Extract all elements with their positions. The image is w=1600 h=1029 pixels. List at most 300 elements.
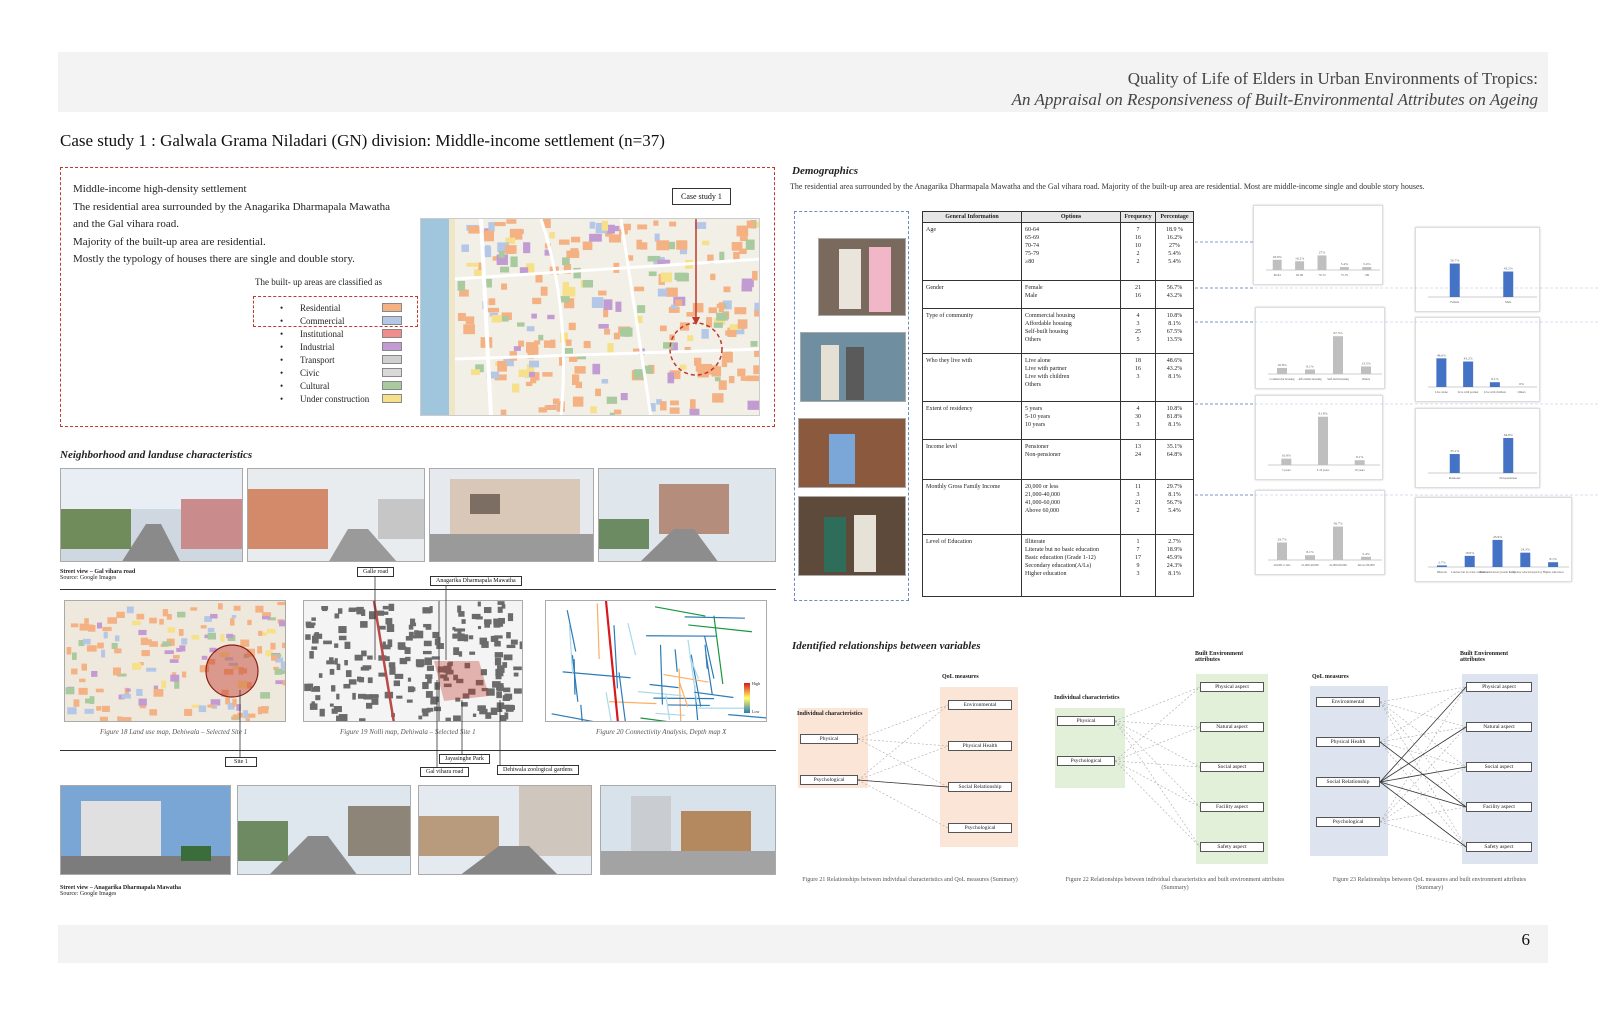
freq-value: 30 <box>1135 414 1141 420</box>
chart-bar <box>1362 267 1371 270</box>
pct-value: 56.7% <box>1166 285 1183 291</box>
cell-freq <box>1121 223 1156 281</box>
elder-photo <box>798 418 906 488</box>
node-social-relationship: Social Relationship <box>948 782 1012 792</box>
legend-item <box>280 379 402 392</box>
col-header: Options <box>1022 212 1121 223</box>
bar-value-label: 48.6% <box>1436 353 1446 358</box>
chart-bar <box>1277 368 1287 374</box>
cell-freq <box>1121 535 1156 597</box>
category-label: 75-79 <box>1340 273 1348 277</box>
legend-item <box>280 366 402 379</box>
row-label: Extent of residency <box>923 402 1022 440</box>
category-label: 70-74 <box>1318 273 1326 277</box>
options-value: Live alone <box>1025 358 1051 364</box>
street-photo <box>60 468 243 562</box>
bullet: • <box>280 380 284 391</box>
pct-value: 35.1% <box>1166 444 1183 450</box>
row-label: Type of community <box>923 309 1022 354</box>
node-social-aspect: Social aspect <box>1200 762 1264 772</box>
legend-low: Low <box>752 709 760 714</box>
chart-bar <box>1281 459 1291 465</box>
options-value: Female <box>1025 285 1043 291</box>
category-label: 21,000-40,000 <box>1301 563 1319 567</box>
cell-pct <box>1156 402 1194 440</box>
category-label: Non-pensioner <box>1499 476 1518 480</box>
street-photo <box>598 468 776 562</box>
bar-value-label: 8.1% <box>1491 377 1499 382</box>
fig21-links <box>858 700 950 840</box>
freq-value: 2 <box>1136 508 1140 514</box>
classification-title: The built- up areas are classified as <box>255 277 382 287</box>
options-value: Self-built housing <box>1025 329 1069 335</box>
node-facility-aspect: Facility aspect <box>1200 802 1264 812</box>
legend-label: Transport <box>300 354 335 365</box>
bar-value-label: 81.8% <box>1318 411 1328 416</box>
cell-options <box>1022 535 1121 597</box>
chart-bar <box>1340 267 1349 270</box>
row-label: Level of Education <box>923 535 1022 597</box>
page-number: 6 <box>1521 930 1530 949</box>
node-psychological-qol-2: Psychological <box>1316 817 1380 827</box>
pct-value: 5.4% <box>1168 251 1181 257</box>
chart-bar <box>1277 542 1287 560</box>
bar-value-label: 18.9% <box>1465 550 1475 555</box>
bar-value-label: 8.1% <box>1549 557 1557 562</box>
legend-label: Institutional <box>300 328 344 339</box>
freq-value: 1 <box>1136 539 1140 545</box>
chart-bar <box>1548 562 1558 567</box>
cell-pct <box>1156 309 1194 354</box>
legend-label: Residential <box>300 302 341 313</box>
chart-bar <box>1305 555 1315 560</box>
legend-swatch <box>382 381 402 390</box>
bar-value-label: 64.8% <box>1503 433 1513 438</box>
col-header: General Information <box>923 212 1022 223</box>
individual-characteristics-label: Individual characteristics <box>797 711 863 717</box>
category-label: Secondary education(A/Ls) <box>1508 570 1542 574</box>
legend-label: Civic <box>300 367 320 378</box>
figure-19-caption: Figure 19 Nolli map, Dehiwala – Selected Site 1 <box>340 728 476 736</box>
pct-value: 10.8% <box>1166 406 1183 412</box>
pct-value: 43.2% <box>1166 293 1183 299</box>
pct-value: 16.2% <box>1166 235 1183 241</box>
table-row <box>923 223 1194 281</box>
figure-22-caption: Figure 22 Relationships between individual characteristics and built environment attributes (Summary) <box>1065 877 1285 891</box>
cell-freq <box>1121 440 1156 480</box>
pct-value: 67.5% <box>1166 329 1183 335</box>
legend-label: Under construction <box>300 393 370 404</box>
pct-value: 24.3% <box>1166 563 1183 569</box>
divider <box>60 589 776 590</box>
bullet: • <box>280 315 284 326</box>
category-label: 20,000 or less <box>1273 563 1291 567</box>
street-photo <box>60 785 231 875</box>
label-gal-vihara-road: Gal vihara road <box>420 767 469 777</box>
legend-swatch <box>382 303 402 312</box>
options-value: Affordable housing <box>1025 321 1072 327</box>
options-value: 70-74 <box>1025 243 1039 249</box>
street-view-caption-1 <box>60 569 135 581</box>
node-social-relationship-2: Social Relationship <box>1316 777 1380 787</box>
cell-pct <box>1156 354 1194 402</box>
elder-photo <box>818 238 906 316</box>
options-value: ≥80 <box>1025 259 1035 265</box>
freq-value: 16 <box>1135 293 1141 299</box>
chart-svg <box>1256 308 1386 390</box>
divider <box>60 750 776 751</box>
chart-bar <box>1361 557 1371 560</box>
desc-line: Mostly the typology of houses there are single and double story. <box>73 253 355 265</box>
freq-value: 2 <box>1136 259 1140 265</box>
category-label: Commercial housing <box>1269 377 1295 381</box>
pct-value: 18.9% <box>1166 547 1183 553</box>
pct-value: 64.8% <box>1166 452 1183 458</box>
cell-options <box>1022 402 1121 440</box>
freq-value: 3 <box>1136 571 1140 577</box>
chart-bar <box>1490 382 1500 387</box>
category-label: Others <box>1362 377 1370 381</box>
demographic-chart <box>1415 497 1572 582</box>
freq-value: 24 <box>1135 452 1141 458</box>
cell-options <box>1022 480 1121 535</box>
node-environmental: Environmental <box>948 700 1012 710</box>
fig22-links <box>1115 680 1201 855</box>
bar-value-label: 56.7% <box>1333 521 1343 526</box>
category-label: Female <box>1450 300 1460 304</box>
cell-pct <box>1156 440 1194 480</box>
street-photo <box>600 785 776 875</box>
qol-measures-label-2: QoL measures <box>1312 674 1349 680</box>
bullet: • <box>280 341 284 352</box>
row-label: Income level <box>923 440 1022 480</box>
bar-value-label: 16.2% <box>1295 256 1305 261</box>
pct-value: 2.7% <box>1168 539 1181 545</box>
table-row <box>923 281 1194 309</box>
options-value: Commercial housing <box>1025 313 1076 319</box>
demographic-chart <box>1415 227 1540 312</box>
options-value: Pensioner <box>1025 444 1049 450</box>
bar-value-label: 45.9% <box>1492 534 1503 539</box>
label-jayasinghe-park: Jayasinghe Park <box>439 754 490 764</box>
bullet: • <box>280 302 284 313</box>
individual-characteristics-label-2: Individual characteristics <box>1054 695 1120 701</box>
node-psychological-qol: Psychological <box>948 823 1012 833</box>
category-label: 41,000-60,000 <box>1329 563 1347 567</box>
fig23-links <box>1380 680 1468 855</box>
options-value: 5-10 years <box>1025 414 1051 420</box>
node-psychological-2: Psychological <box>1057 756 1115 766</box>
demographic-chart <box>1253 205 1383 285</box>
general-info-table-wrap <box>922 211 1194 597</box>
label-galle-road: Galle road <box>357 567 394 577</box>
land-use-map <box>420 218 760 416</box>
freq-value: 10 <box>1135 243 1141 249</box>
pct-value: 45.9% <box>1166 555 1183 561</box>
relationships-title: Identified relationships between variables <box>792 640 981 652</box>
freq-value: 21 <box>1135 285 1141 291</box>
legend-item <box>280 392 402 405</box>
cell-pct <box>1156 480 1194 535</box>
pct-value: 5.4% <box>1168 508 1181 514</box>
bar-value-label: 5.4% <box>1363 262 1371 267</box>
chart-svg <box>1256 491 1386 576</box>
legend-high: High <box>752 681 760 686</box>
caption-title: Street view – Anagarika Dharmapala Mawatha <box>60 885 182 891</box>
category-label: 60-64 <box>1273 273 1281 277</box>
chart-bar <box>1273 260 1282 270</box>
bullet: • <box>280 328 284 339</box>
options-value: Literate but no basic education <box>1025 547 1099 553</box>
category-label: Above 60,000 <box>1357 563 1375 567</box>
case-study-callout: Case study 1 <box>672 188 731 205</box>
pct-value: 8.1% <box>1168 492 1181 498</box>
legend-swatch <box>382 368 402 377</box>
bar-value-label: 67.5% <box>1333 331 1343 336</box>
options-value: Secondary education(A/Ls) <box>1025 563 1092 569</box>
freq-value: 4 <box>1136 313 1140 319</box>
chart-bar <box>1493 540 1503 567</box>
bar-value-label: 35.1% <box>1450 449 1460 454</box>
pct-value: 48.6% <box>1166 358 1183 364</box>
freq-value: 3 <box>1136 374 1140 380</box>
options-value: Male <box>1025 293 1038 299</box>
nolli-map <box>303 600 523 722</box>
category-label: Live with children <box>1483 390 1506 394</box>
caption-source: Source: Google Images <box>60 891 117 897</box>
legend-swatch <box>382 329 402 338</box>
cell-options <box>1022 354 1121 402</box>
freq-value: 7 <box>1136 547 1140 553</box>
options-value: Basic education (Grade 1-12) <box>1025 555 1096 561</box>
node-environmental-2: Environmental <box>1316 697 1380 707</box>
street-photo <box>429 468 594 562</box>
category-label: Literate but no basic education <box>1451 570 1489 574</box>
built-env-label: Built Environment attributes <box>1195 651 1244 663</box>
neighborhood-title: Neighborhood and landuse characteristics <box>60 449 253 461</box>
node-physical: Physical <box>800 734 858 744</box>
options-value: Above 60,000 <box>1025 508 1059 514</box>
table-row <box>923 535 1194 597</box>
category-label: Self-built housing <box>1327 377 1349 381</box>
options-value: 5 years <box>1025 406 1043 412</box>
freq-value: 2 <box>1136 251 1140 257</box>
freq-value: 11 <box>1135 484 1141 490</box>
chart-svg <box>1416 228 1541 313</box>
bar-value-label: 13.5% <box>1361 361 1371 366</box>
freq-value: 7 <box>1136 227 1140 233</box>
desc-line: Majority of the built-up area are residential. <box>73 235 266 248</box>
elder-photo <box>798 496 906 576</box>
cell-freq <box>1121 354 1156 402</box>
options-value: Others <box>1025 382 1041 388</box>
chart-bar <box>1503 272 1513 297</box>
bar-value-label: 27% <box>1318 250 1326 255</box>
desc-line: Middle-income high-density settlement <box>73 183 247 195</box>
chart-bar <box>1295 261 1304 270</box>
freq-value: 21 <box>1135 500 1141 506</box>
label-site-1: Site 1 <box>225 757 257 767</box>
pct-value: 13.5% <box>1166 337 1183 343</box>
freq-value: 25 <box>1135 329 1141 335</box>
options-value: 20,000 or less <box>1025 484 1059 490</box>
footer-band <box>58 925 1548 963</box>
cell-pct <box>1156 223 1194 281</box>
freq-value: 18 <box>1135 358 1141 364</box>
chart-bar <box>1450 454 1460 473</box>
freq-value: 4 <box>1136 406 1140 412</box>
figure-18-caption: Figure 18 Land use map, Dehiwala – Selected Site 1 <box>100 728 248 736</box>
connectivity-map <box>545 600 767 722</box>
document-subtitle: An Appraisal on Responsiveness of Built-Environmental Attributes on Ageing <box>1011 90 1538 109</box>
freq-value: 3 <box>1136 422 1140 428</box>
bar-value-label: 2.7% <box>1438 560 1446 565</box>
table-row <box>923 402 1194 440</box>
legend-swatch <box>382 394 402 403</box>
bar-value-label: 18.9% <box>1272 254 1282 259</box>
options-value: Live with children <box>1025 374 1070 380</box>
row-label: Who they live with <box>923 354 1022 402</box>
qol-measures-label: QoL measures <box>942 674 979 680</box>
chart-svg <box>1256 396 1384 481</box>
chart-bar <box>1318 417 1328 465</box>
bar-value-label: 29.7% <box>1277 537 1287 542</box>
table-row <box>923 480 1194 535</box>
node-social-aspect-2: Social aspect <box>1466 762 1532 772</box>
legend-swatch <box>382 316 402 325</box>
chart-bar <box>1437 565 1447 567</box>
table-row <box>923 354 1194 402</box>
options-value: 75-79 <box>1025 251 1039 257</box>
bar-value-label: 0% <box>1519 382 1524 386</box>
street-photo <box>418 785 592 875</box>
pct-value: 29.7% <box>1166 484 1183 490</box>
chart-bar <box>1361 366 1371 374</box>
pct-value <box>1159 381 1190 388</box>
node-facility-aspect-2: Facility aspect <box>1466 802 1532 812</box>
category-label: 65-69 <box>1296 273 1304 277</box>
label-anagarika: Anagarika Dharmapala Mawatha <box>430 576 522 586</box>
document-header <box>1012 68 1538 110</box>
desc-line: and the Gal vihara road. <box>73 218 179 230</box>
built-env-label-2: Built Environment attributes <box>1460 651 1509 663</box>
legend-label: Commercial <box>300 315 345 326</box>
node-physical-aspect: Physical aspect <box>1200 682 1264 692</box>
street-photo <box>237 785 411 875</box>
node-physical-aspect-2: Physical aspect <box>1466 682 1532 692</box>
qol-panel-2 <box>1310 686 1388 856</box>
land-use-map-small <box>64 600 286 722</box>
legend-item <box>280 314 402 327</box>
col-header: Percentage <box>1156 212 1194 223</box>
demographics-title: Demographics <box>792 165 858 177</box>
options-value: Higher education <box>1025 571 1067 577</box>
cell-pct <box>1156 281 1194 309</box>
node-physical-health-2: Physical Health <box>1316 737 1380 747</box>
chart-svg <box>1416 318 1541 403</box>
cell-freq <box>1121 281 1156 309</box>
freq-value: 17 <box>1135 555 1141 561</box>
bullet: • <box>280 354 284 365</box>
chart-bar <box>1318 255 1327 270</box>
chart-bar <box>1436 358 1446 387</box>
legend-item <box>280 327 402 340</box>
general-info-table <box>922 211 1194 597</box>
freq-value: 3 <box>1136 492 1140 498</box>
pct-value: 8.1% <box>1168 321 1181 327</box>
options-value: 41,000-60,000 <box>1025 500 1060 506</box>
table-row <box>923 309 1194 354</box>
row-label: Age <box>923 223 1022 281</box>
legend-swatch <box>382 342 402 351</box>
node-natural-aspect: Natural aspect <box>1200 722 1264 732</box>
bar-value-label: 8.1% <box>1306 550 1314 555</box>
options-value: 65-69 <box>1025 235 1039 241</box>
options-value: 60-64 <box>1025 227 1039 233</box>
bar-value-label: 10.8% <box>1281 453 1291 458</box>
node-psychological: Psychological <box>800 775 858 785</box>
cell-freq <box>1121 402 1156 440</box>
freq-value: 5 <box>1136 337 1140 343</box>
options-value: Live with partner <box>1025 366 1067 372</box>
category-label: 10 years <box>1354 468 1365 472</box>
pct-value: 8.1% <box>1168 374 1181 380</box>
bar-value-label: 56.7% <box>1450 258 1460 263</box>
chart-bar <box>1355 460 1365 465</box>
chart-bar <box>1305 369 1315 374</box>
col-header: Frequency <box>1121 212 1156 223</box>
freq-value: 16 <box>1135 366 1141 372</box>
label-dehiwala-zoo: Dehiwala zoological gardens <box>497 765 579 775</box>
legend-label: Industrial <box>300 341 335 352</box>
options-value: 10 years <box>1025 422 1046 428</box>
chart-bar <box>1333 527 1343 560</box>
category-label: Illiterate <box>1436 570 1447 574</box>
pct-value: 18.9 % <box>1166 227 1183 233</box>
bar-value-label: 43.2% <box>1463 356 1473 361</box>
category-label: 5 years <box>1282 468 1291 472</box>
options-value: Illiterate <box>1025 539 1046 545</box>
document-title: Quality of Life of Elders in Urban Environments of Tropics: <box>1127 69 1538 88</box>
pct-value: 8.1% <box>1168 422 1181 428</box>
elder-photo <box>800 332 906 402</box>
demographics-description: The residential area surrounded by the Anagarika Dharmapala Mawatha and the Gal vihara road. Majority of the built-up area are residential. Most are middle-income single and double story houses. <box>790 182 1425 191</box>
node-physical-health: Physical Health <box>948 741 1012 751</box>
category-label: Male <box>1505 300 1512 304</box>
legend-swatch <box>382 355 402 364</box>
freq-value <box>1124 381 1152 388</box>
bullet: • <box>280 367 284 378</box>
cell-freq <box>1121 309 1156 354</box>
chart-svg <box>1416 409 1541 489</box>
legend-item <box>280 353 402 366</box>
bar-value-label: 5.4% <box>1340 262 1349 267</box>
freq-value: 16 <box>1135 235 1141 241</box>
bar-value-label: 24.3% <box>1520 547 1530 552</box>
bar-value-label: 10.8% <box>1277 362 1287 367</box>
figure-21-caption: Figure 21 Relationships between individual characteristics and QoL measures (Summary) <box>802 877 1018 883</box>
pct-value: 27% <box>1169 243 1180 249</box>
pct-value: 5.4% <box>1168 259 1181 265</box>
options-value: 21,000-40,000 <box>1025 492 1060 498</box>
pct-value: 10.8% <box>1166 313 1183 319</box>
classification-legend <box>280 301 402 405</box>
demographic-chart <box>1255 307 1385 389</box>
cell-pct <box>1156 535 1194 597</box>
figure-23-caption: Figure 23 Relationships between QoL measures and built environment attributes (Summary) <box>1332 877 1527 891</box>
node-natural-aspect-2: Natural aspect <box>1466 722 1532 732</box>
cell-options <box>1022 440 1121 480</box>
